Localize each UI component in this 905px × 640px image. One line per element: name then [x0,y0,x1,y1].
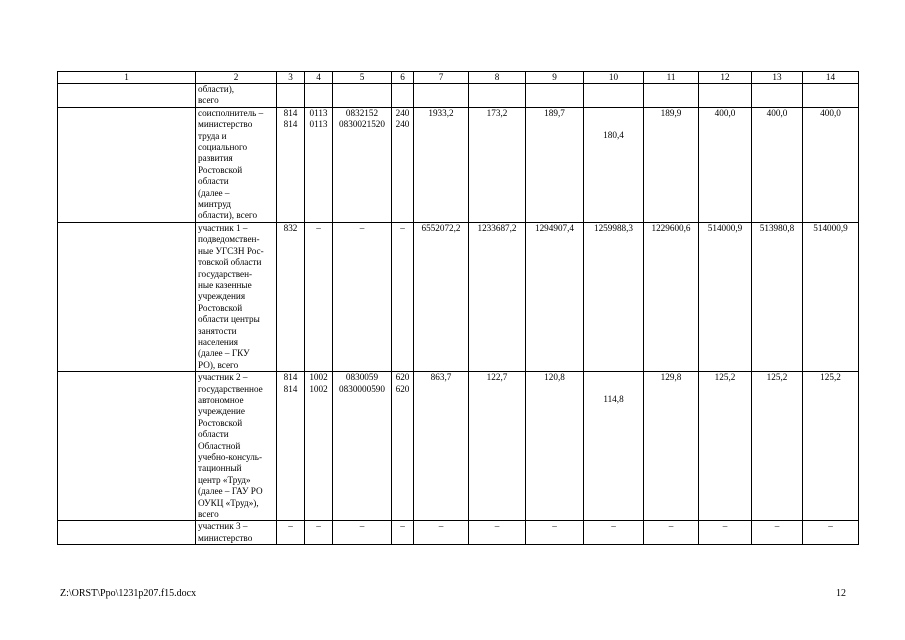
value-cell [277,84,305,108]
value-cell: 400,0 [752,107,803,222]
value-cell: – [752,521,803,545]
value-cell: – [414,521,469,545]
value-cell [752,84,803,108]
header-cell: 8 [469,72,526,84]
table-header-row [58,72,859,84]
value-cell: 1294907,4 [526,222,584,371]
table-row [58,84,859,108]
header-cell: 10 [584,72,644,84]
value-cell: 400,0 [803,107,859,222]
value-cell: 814 814 [277,372,305,521]
header-cell: 14 [803,72,859,84]
value-cell: 189,7 [526,107,584,222]
value-cell: – [803,521,859,545]
value-cell [333,84,392,108]
row-name-cell: участник 3 – министерство [196,521,277,545]
value-cell [392,84,414,108]
header-cell: 4 [305,72,333,84]
header-cell: 9 [526,72,584,84]
header-cell: 13 [752,72,803,84]
value-cell: 6552072,2 [414,222,469,371]
value-cell: 114,8 [584,372,644,521]
value-cell: – [699,521,752,545]
value-cell: – [392,222,414,371]
value-cell: 180,4 [584,107,644,222]
value-cell: 1259988,3 [584,222,644,371]
value-cell: 240 240 [392,107,414,222]
row-name-cell: соисполнитель – министерство труда и социального развития Ростовской области (далее – минтруд области), всего [196,107,277,222]
header-cell: 3 [277,72,305,84]
footer-file-path: Z:\ORST\Ppo\1231p207.f15.docx [60,588,197,599]
value-cell: – [392,521,414,545]
value-cell: – [584,521,644,545]
value-cell [584,84,644,108]
value-cell: 189,9 [644,107,699,222]
value-cell: 514000,9 [699,222,752,371]
header-cell: 11 [644,72,699,84]
value-cell: – [333,521,392,545]
value-cell: 814 814 [277,107,305,222]
header-cell: 2 [196,72,277,84]
value-cell: 129,8 [644,372,699,521]
footer-page-number: 12 [836,588,846,599]
value-cell: 620 620 [392,372,414,521]
value-cell: 400,0 [699,107,752,222]
value-cell: 1233687,2 [469,222,526,371]
value-cell [414,84,469,108]
row-name-cell: области), всего [196,84,277,108]
value-cell: 0113 0113 [305,107,333,222]
value-cell [699,84,752,108]
row-name-cell: участник 2 – государственное автономное учреждение Ростовской области Областной учебно-консуль- тационный центр «Труд» (далее – ГАУ РО ОУКЦ «Труд»), всего [196,372,277,521]
value-cell: – [305,521,333,545]
table-row [58,107,859,222]
value-cell: 1229600,6 [644,222,699,371]
value-cell: 0832152 0830021520 [333,107,392,222]
row-empty-cell [58,222,196,371]
header-cell: 6 [392,72,414,84]
value-cell: – [644,521,699,545]
row-empty-cell [58,84,196,108]
row-empty-cell [58,372,196,521]
table-row [58,372,859,521]
value-cell [305,84,333,108]
value-cell: 0830059 0830000590 [333,372,392,521]
table-row [58,222,859,371]
value-cell: 120,8 [526,372,584,521]
row-empty-cell [58,521,196,545]
value-cell [526,84,584,108]
value-cell: – [469,521,526,545]
row-empty-cell [58,107,196,222]
budget-table [57,71,859,545]
header-cell: 12 [699,72,752,84]
value-cell: 1002 1002 [305,372,333,521]
table-row [58,521,859,545]
value-cell [469,84,526,108]
header-cell: 5 [333,72,392,84]
table-body [58,72,859,545]
value-cell [644,84,699,108]
value-cell: 514000,9 [803,222,859,371]
value-cell: 125,2 [699,372,752,521]
header-cell: 7 [414,72,469,84]
value-cell: – [305,222,333,371]
value-cell: 173,2 [469,107,526,222]
value-cell: 125,2 [803,372,859,521]
value-cell: 1933,2 [414,107,469,222]
value-cell: – [333,222,392,371]
header-cell: 1 [58,72,196,84]
row-name-cell: участник 1 – подведомствен- ные УГСЗН Рос- товской области государствен- ные казенные учреждения Ростовской области центры занятости населения (далее – ГКУ РО), всего [196,222,277,371]
value-cell [803,84,859,108]
value-cell: 125,2 [752,372,803,521]
value-cell: – [277,521,305,545]
value-cell: 832 [277,222,305,371]
value-cell: 863,7 [414,372,469,521]
value-cell: 122,7 [469,372,526,521]
value-cell: 513980,8 [752,222,803,371]
value-cell: – [526,521,584,545]
